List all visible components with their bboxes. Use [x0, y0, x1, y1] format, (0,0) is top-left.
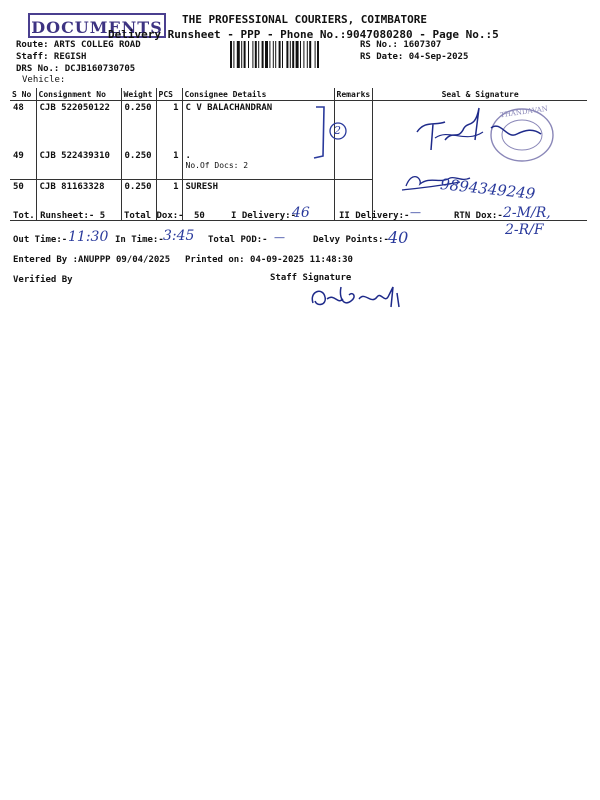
delvy-points-value: 40	[388, 228, 409, 247]
bracket-count: 2	[334, 124, 341, 137]
bracket-mark-icon	[310, 104, 350, 164]
weight-cell: 0.250	[121, 141, 156, 180]
total-dox-label: Total Dox:-	[124, 211, 184, 221]
weight-cell: 0.250	[121, 180, 156, 221]
header-consignee: Consignee Details	[182, 88, 334, 101]
drs-number: DRS No.: DCJB160730705	[16, 64, 136, 74]
staff-signature-label: Staff Signature	[270, 273, 352, 283]
route-label: Route: ARTS COLLEG ROAD	[16, 40, 141, 50]
in-time-value: 3:45	[163, 228, 195, 244]
consignment-cell: CJB 81163328	[36, 180, 121, 221]
ii-delivery-value: —	[410, 206, 421, 219]
header-consignment: Consignment No	[36, 88, 121, 101]
pcs-cell: 1	[156, 180, 182, 221]
ii-delivery-label: II Delivery:-	[339, 211, 410, 221]
pcs-cell: 1	[156, 101, 182, 142]
out-time-value: 11:30	[68, 229, 109, 245]
sno-cell: 50	[10, 180, 36, 221]
i-delivery-value: 46	[292, 205, 310, 221]
consignee-cell: C V BALACHANDRAN	[182, 101, 334, 142]
out-time-label: Out Time:-	[13, 235, 68, 245]
sno-cell: 48	[13, 103, 24, 113]
total-dox-value: 50	[194, 211, 205, 221]
header-weight: Weight	[121, 88, 156, 101]
documents-stamp: DOCUMENTS	[28, 13, 166, 38]
header-seal: Seal & Signature	[373, 88, 587, 101]
signature-1-icon	[405, 100, 555, 160]
weight-cell: 0.250	[121, 101, 156, 142]
rtn-dox-label: RTN Dox:-	[454, 211, 503, 221]
rs-number: RS No.: 1607307	[360, 40, 442, 50]
seal-text: THANDAVAN	[499, 104, 549, 120]
rtn-dox-line2: 2-R/F	[505, 222, 544, 238]
pcs-cell: 1	[156, 141, 182, 180]
in-time-label: In Time:-	[115, 235, 164, 245]
runsheet-subtitle: Delivery Runsheet - PPP - Phone No.:9047080280 - Page No.:5	[108, 28, 499, 41]
total-pod-label: Total POD:-	[208, 235, 268, 245]
barcode-icon	[230, 41, 356, 68]
handwritten-phone: 9894349249	[439, 175, 537, 203]
i-delivery-label: I Delivery:-	[231, 211, 297, 221]
entered-by: Entered By :ANUPPP 09/04/2025	[13, 255, 171, 265]
header-sno: S No	[10, 88, 36, 101]
total-pod-value: —	[274, 231, 285, 244]
printed-on: Printed on: 04-09-2025 11:48:30	[185, 255, 353, 265]
verified-by: Verified By	[13, 275, 73, 285]
delvy-points-label: Delvy Points:-	[313, 235, 389, 245]
staff-label: Staff: REGISH	[16, 52, 87, 62]
staff-signature-icon	[305, 283, 415, 313]
header-pcs: PCS	[156, 88, 182, 101]
sno-cell: 49	[10, 141, 36, 180]
tot-runsheet: Tot. Runsheet:- 5	[13, 211, 106, 221]
vehicle-label: Vehicle:	[22, 75, 66, 85]
rs-date: RS Date: 04-Sep-2025	[360, 52, 469, 62]
rtn-dox-line1: 2-M/R,	[503, 205, 551, 221]
docs-note: No.Of Docs: 2	[185, 161, 249, 170]
consignment-cell: CJB 522050122	[36, 101, 121, 142]
consignee-name: .	[185, 151, 191, 161]
company-title: THE PROFESSIONAL COURIERS, COIMBATORE	[182, 13, 428, 26]
header-remarks: Remarks	[334, 88, 373, 101]
consignee-cell: SURESH	[182, 180, 334, 221]
consignment-cell: CJB 522439310	[36, 141, 121, 180]
